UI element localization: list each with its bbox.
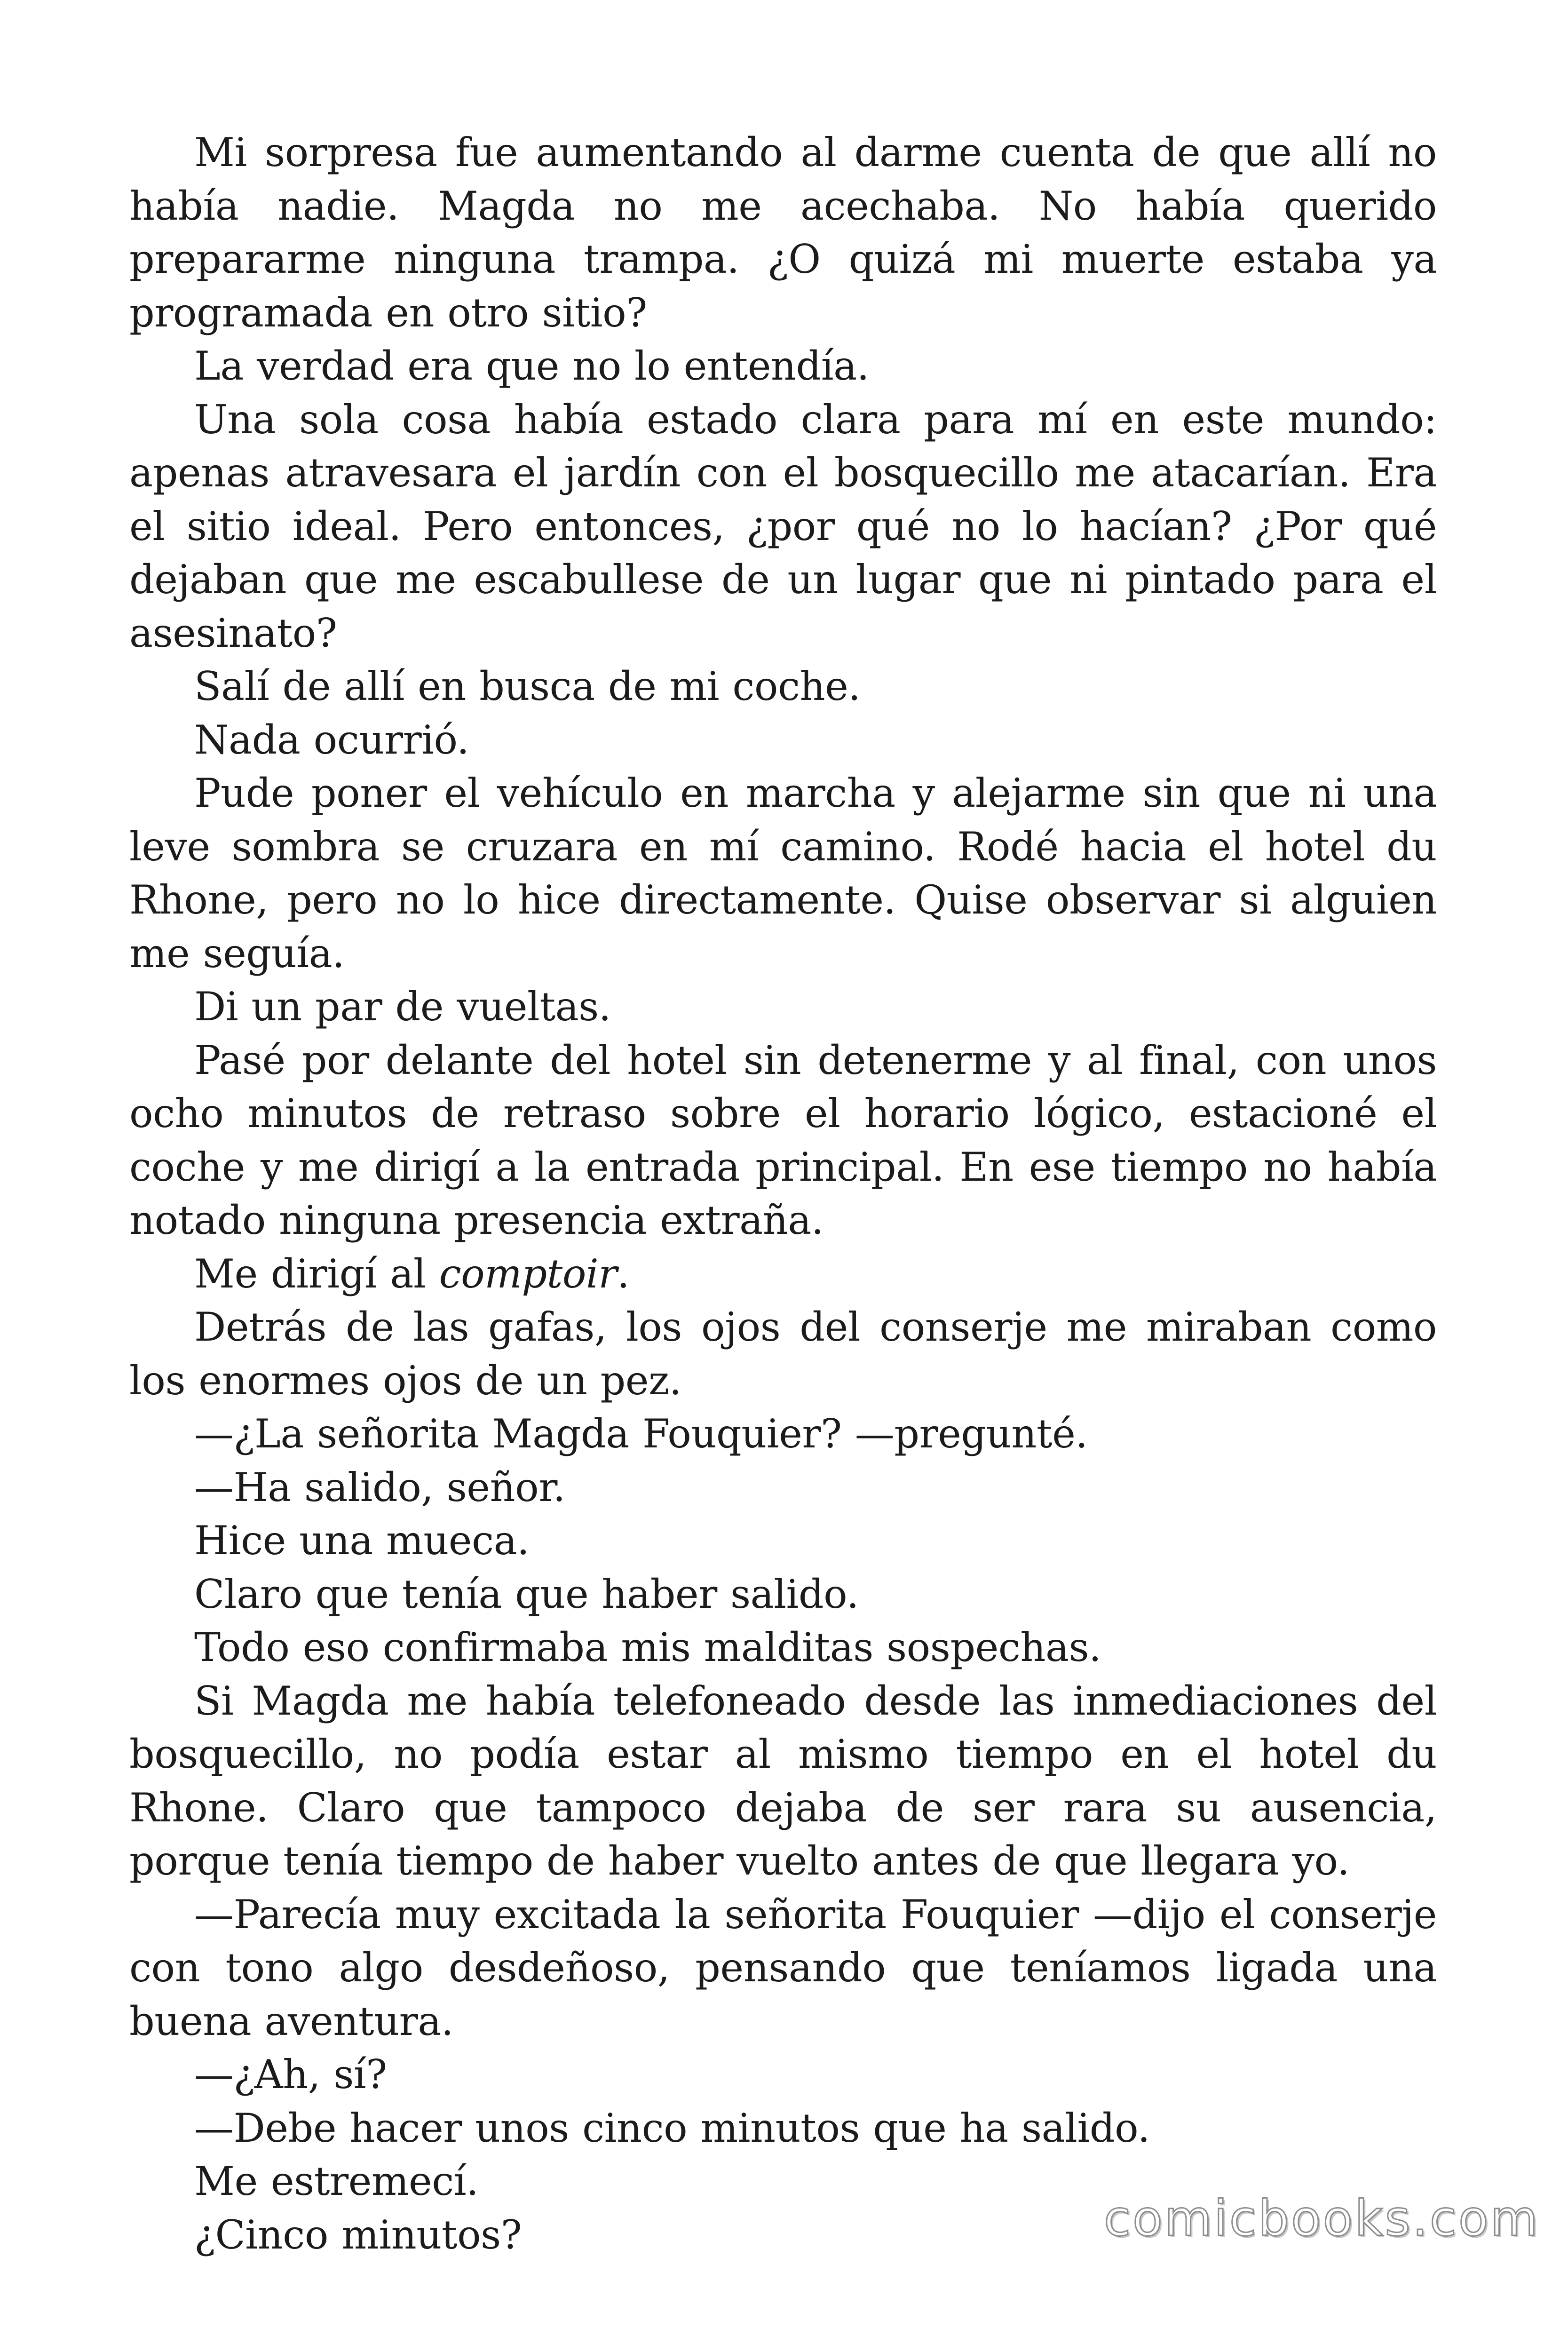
watermark: comicbooks.com	[1103, 2190, 1540, 2247]
page-body	[129, 126, 1437, 2262]
paragraph-2: La verdad era que no lo entendía.	[194, 343, 869, 389]
paragraph-20: Me estremecí.	[194, 2158, 479, 2204]
paragraph-7: Di un par de vueltas.	[194, 984, 611, 1030]
paragraph-9-period: .	[617, 1250, 630, 1297]
paragraph-3: Una sola cosa había estado clara para mí en este mundo: apenas atravesara el jardín con el bosquecillo me atacarían. Era el sitio ideal. Pero entonces, ¿por qué no lo hacían? ¿Por qué dejaban que me escabullese de un lugar que ni pintado para el asesinato?	[129, 396, 1437, 656]
paragraph-14: Claro que tenía que haber salido.	[194, 1571, 859, 1617]
paragraph-6: Pude poner el vehículo en marcha y alejarme sin que ni una leve sombra se cruzara en mí camino. Rodé hacia el hotel du Rhone, pero no lo hice directamente. Quise observar si alguien me seguía.	[129, 770, 1437, 977]
paragraph-13: Hice una mueca.	[194, 1518, 530, 1564]
paragraph-21: ¿Cinco minutos?	[194, 2211, 522, 2258]
paragraph-8: Pasé por delante del hotel sin detenerme y al final, con unos ocho minutos de retraso sobre el horario lógico, estacioné el coche y me dirigí a la entrada principal. En ese tiempo no había notado ninguna presencia extraña.	[129, 1037, 1437, 1243]
paragraph-17: —Parecía muy excitada la señorita Fouquier —dijo el conserje con tono algo desdeñoso, pensando que teníamos ligada una buena aventura.	[129, 1891, 1437, 2044]
paragraph-12: —Ha salido, señor.	[194, 1464, 565, 1510]
paragraph-10: Detrás de las gafas, los ojos del conserje me miraban como los enormes ojos de un pez.	[129, 1304, 1437, 1404]
paragraph-19: —Debe hacer unos cinco minutos que ha salido.	[194, 2105, 1150, 2151]
paragraph-15: Todo eso confirmaba mis malditas sospechas.	[194, 1624, 1101, 1670]
paragraph-1: Mi sorpresa fue aumentando al darme cuenta de que allí no había nadie. Magda no me acechaba. No había querido prepararme ninguna trampa. ¿O quizá mi muerte estaba ya programada en otro sitio?	[129, 129, 1437, 336]
paragraph-9	[129, 1248, 1437, 1301]
paragraph-16: Si Magda me había telefoneado desde las inmediaciones del bosquecillo, no podía estar al mismo tiempo en el hotel du Rhone. Claro que tampoco dejaba de ser rara su ausencia, porque tenía tiempo de haber vuelto antes de que llegara yo.	[129, 1677, 1437, 1884]
italic-word-comptoir: comptoir	[439, 1250, 617, 1297]
paragraph-11: —¿La señorita Magda Fouquier? —pregunté.	[194, 1411, 1088, 1457]
paragraph-5: Nada ocurrió.	[194, 716, 469, 763]
paragraph-4: Salí de allí en busca de mi coche.	[194, 663, 861, 709]
paragraph-9-text: Me dirigí al	[194, 1250, 439, 1297]
paragraph-18: —¿Ah, sí?	[194, 2051, 387, 2098]
